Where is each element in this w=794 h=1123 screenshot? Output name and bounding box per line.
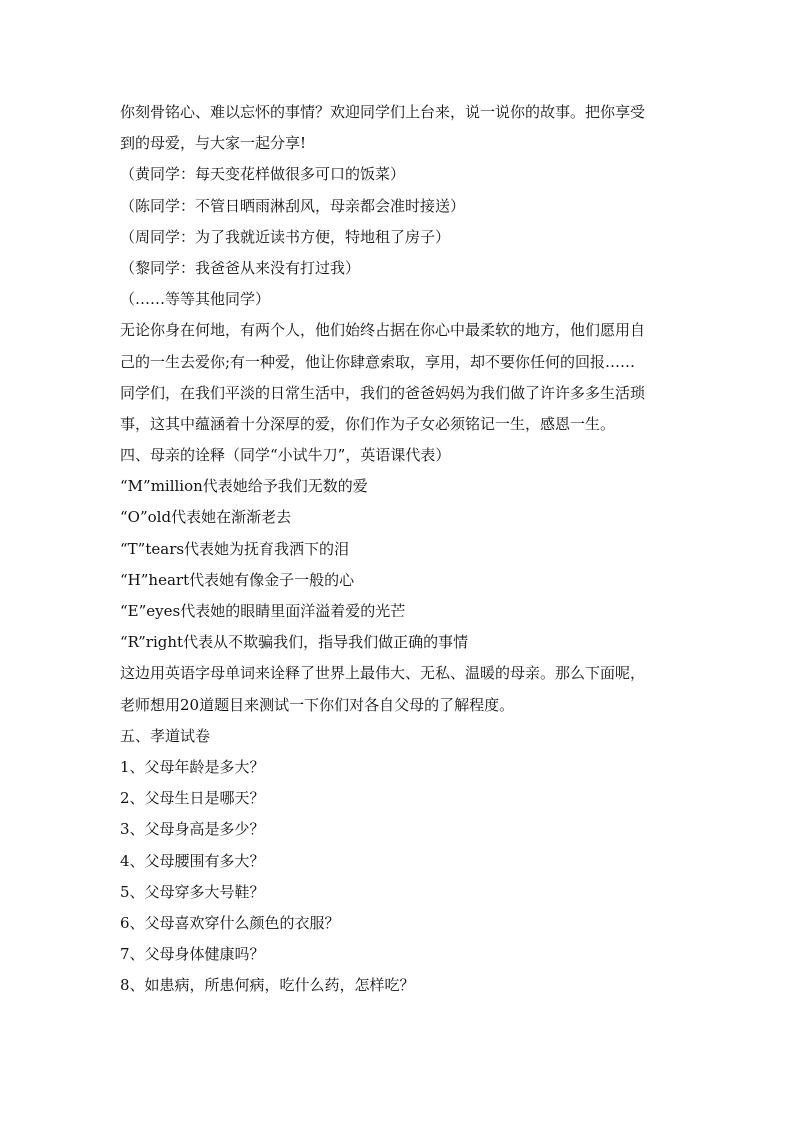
quiz-question-1: 1、父母年龄是多大？ (120, 757, 265, 776)
quiz-question-8: 8、如患病，所患何病，吃什么药，怎样吃？ (120, 976, 415, 995)
document-body (120, 97, 680, 1001)
quiz-question-3: 3、父母身高是多少？ (120, 820, 265, 839)
quiz-question-5: 5、父母穿多大号鞋？ (120, 882, 265, 901)
student-answer-zhou: （周同学：为了我就近读书方便，特地租了房子） (120, 227, 451, 246)
section-heading-five: 五、孝道试卷 (120, 726, 211, 745)
mother-letter-o: “O”old代表她在渐渐老去 (120, 508, 292, 527)
quiz-question-6: 6、父母喜欢穿什么颜色的衣服？ (120, 913, 340, 932)
mother-letter-m: “M”million代表她给予我们无数的爱 (120, 477, 368, 496)
student-answer-li: （黎同学：我爸爸从来没有打过我） (120, 258, 361, 277)
paragraph-line: 这边用英语字母单词来诠释了世界上最伟大、无私、温暖的母亲。那么下面呢， (120, 664, 646, 683)
paragraph-line: 老师想用20道题目来测试一下你们对各自父母的了解程度。 (120, 695, 515, 714)
paragraph-line: 同学们，在我们平淡的日常生活中，我们的爸爸妈妈为我们做了许许多多生活琐 (120, 383, 646, 402)
student-answer-others: （……等等其他同学） (120, 290, 271, 309)
mother-letter-r: “R”right代表从不欺骗我们，指导我们做正确的事情 (120, 633, 469, 652)
paragraph-line: 到的母爱，与大家一起分享! (120, 134, 307, 153)
section-heading-four: 四、母亲的诠释（同学“小试牛刀”，英语课代表） (120, 446, 451, 465)
mother-letter-t: “T”tears代表她为抚育我洒下的泪 (120, 539, 350, 558)
quiz-question-7: 7、父母身体健康吗？ (120, 945, 265, 964)
quiz-question-4: 4、父母腰围有多大？ (120, 851, 265, 870)
mother-letter-e: “E”eyes代表她的眼睛里面洋溢着爱的光芒 (120, 602, 406, 620)
student-answer-huang: （黄同学：每天变花样做很多可口的饭菜） (120, 165, 406, 184)
student-answer-chen: （陈同学：不管日晒雨淋刮风，母亲都会准时接送） (120, 196, 466, 215)
mother-letter-h: “H”heart代表她有像金子一般的心 (120, 570, 355, 589)
quiz-question-2: 2、父母生日是哪天？ (120, 789, 265, 808)
paragraph-line: 事，这其中蕴涵着十分深厚的爱，你们作为子女必须铭记一生，感恩一生。 (120, 414, 616, 433)
paragraph-line: 己的一生去爱你;有一种爱，他让你肆意索取，享用，却不要你任何的回报…… (120, 352, 636, 371)
paragraph-line: 你刻骨铭心、难以忘怀的事情？欢迎同学们上台来，说一说你的故事。把你享受 (120, 103, 646, 121)
paragraph-line: 无论你身在何地，有两个人，他们始终占据在你心中最柔软的地方，他们愿用自 (120, 321, 646, 340)
